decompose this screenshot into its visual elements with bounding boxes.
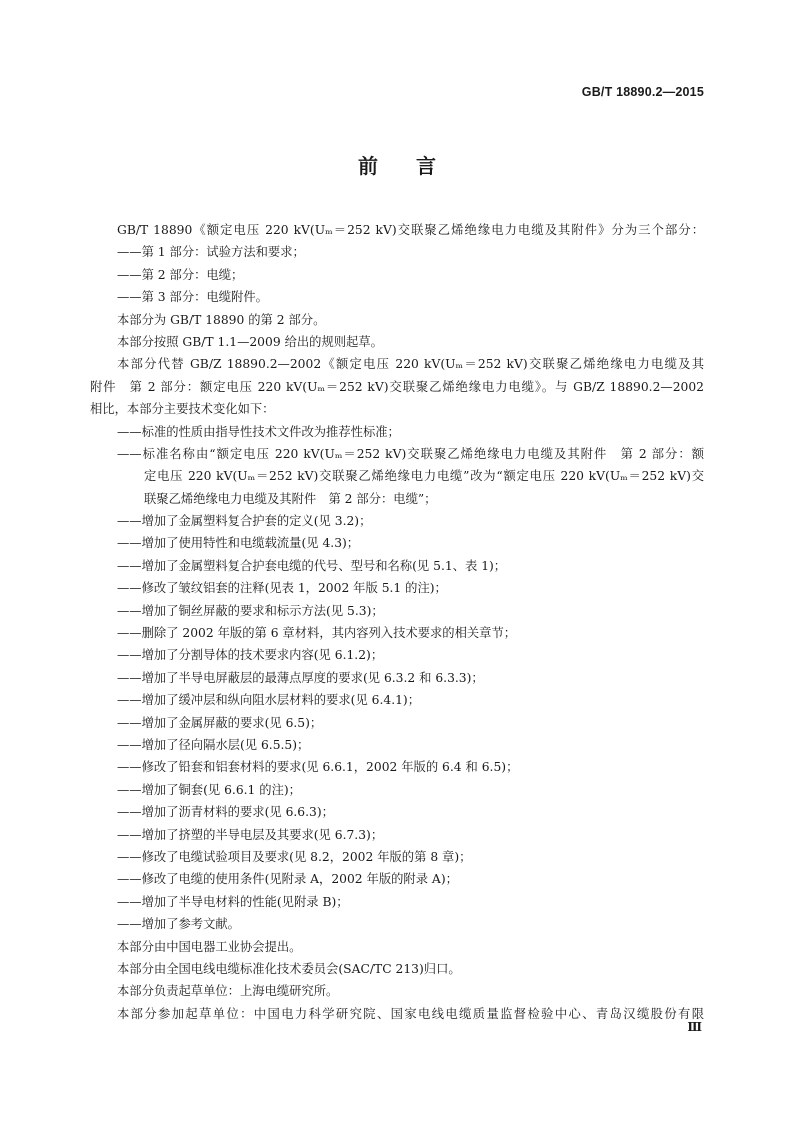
text-line: ——增加了金属塑料复合护套的定义(见 3.2)； bbox=[117, 514, 372, 529]
text-line: ——修改了电缆的使用条件(见附录 A，2002 年版的附录 A)； bbox=[117, 872, 458, 887]
foreword-body bbox=[90, 219, 704, 1025]
text-line: ——增加了使用特性和电缆载流量(见 4.3)； bbox=[117, 536, 360, 551]
text-line: ——第 3 部分：电缆附件。 bbox=[117, 290, 268, 305]
text-line: 相比，本部分主要技术变化如下： bbox=[90, 402, 275, 417]
text-line: ——标准名称由“额定电压 220 kV(Uₘ＝252 kV)交联聚乙烯绝缘电力电缆及其附件 第 2 部分：额 bbox=[117, 446, 704, 461]
text-line: ——删除了 2002 年版的第 6 章材料，其内容列入技术要求的相关章节； bbox=[117, 626, 517, 641]
page-number: Ⅲ bbox=[687, 1020, 702, 1034]
text-line: 本部分代替 GB/Z 18890.2—2002《额定电压 220 kV(Uₘ＝252 kV)交联聚乙烯绝缘电力电缆及其 bbox=[117, 357, 704, 372]
text-line: ——增加了缓冲层和纵向阻水层材料的要求(见 6.4.1)； bbox=[117, 693, 421, 708]
text-line: 本部分参加起草单位：中国电力科学研究院、国家电线电缆质量监督检验中心、青岛汉缆股份有限 bbox=[117, 1006, 704, 1021]
title-char-2: 言 bbox=[416, 154, 436, 178]
text-line: GB/T 18890《额定电压 220 kV(Uₘ＝252 kV)交联聚乙烯绝缘电力电缆及其附件》分为三个部分： bbox=[117, 223, 704, 237]
text-line: ——增加了铜套(见 6.6.1 的注)； bbox=[117, 782, 301, 797]
text-line: 本部分由全国电线电缆标准化技术委员会(SAC/TC 213)归口。 bbox=[117, 961, 461, 976]
text-line: ——修改了铅套和铝套材料的要求(见 6.6.1，2002 年版的 6.4 和 6.5)； bbox=[117, 760, 519, 775]
text-line: 联聚乙烯绝缘电力电缆及其附件 第 2 部分：电缆”； bbox=[144, 491, 437, 506]
text-line: ——修改了皱纹铝套的注释(见表 1，2002 年版 5.1 的注)； bbox=[117, 581, 447, 596]
text-line: ——增加了半导电屏蔽层的最薄点厚度的要求(见 6.3.2 和 6.3.3)； bbox=[117, 670, 484, 685]
text-line: ——增加了金属塑料复合护套电缆的代号、型号和名称(见 5.1、表 1)； bbox=[117, 558, 507, 573]
text-line: 本部分按照 GB/T 1.1—2009 给出的规则起草。 bbox=[117, 334, 383, 349]
text-line: ——标准的性质由指导性技术文件改为推荐性标准； bbox=[117, 424, 400, 439]
text-line: 本部分负责起草单位：上海电缆研究所。 bbox=[117, 984, 339, 999]
text-line: 本部分由中国电器工业协会提出。 bbox=[117, 939, 302, 954]
text-line: ——增加了径向隔水层(见 6.5.5)； bbox=[117, 737, 310, 752]
standard-code: GB/T 18890.2—2015 bbox=[581, 85, 704, 99]
text-line: ——增加了挤塑的半导电层及其要求(见 6.7.3)； bbox=[117, 827, 384, 842]
text-line: 本部分为 GB/T 18890 的第 2 部分。 bbox=[117, 312, 326, 327]
text-line: ——增加了分割导体的技术要求内容(见 6.1.2)； bbox=[117, 648, 384, 663]
text-line: 定电压 220 kV(Uₘ＝252 kV)交联聚乙烯绝缘电力电缆”改为“额定电压 220 kV(Uₘ＝252 kV)交 bbox=[144, 469, 704, 484]
page-title bbox=[0, 150, 794, 179]
text-line: ——第 2 部分：电缆； bbox=[117, 267, 244, 282]
text-line: ——增加了参考文献。 bbox=[117, 917, 240, 932]
text-line: ——第 1 部分：试验方法和要求； bbox=[117, 245, 305, 260]
text-line: ——增加了半导电材料的性能(见附录 B)； bbox=[117, 894, 349, 909]
text-line: ——增加了金属屏蔽的要求(见 6.5)； bbox=[117, 715, 323, 730]
text-line: 附件 第 2 部分：额定电压 220 kV(Uₘ＝252 kV)交联聚乙烯绝缘电力电缆》。与 GB/Z 18890.2—2002 bbox=[90, 379, 704, 394]
text-line: ——增加了铜丝屏蔽的要求和标示方法(见 5.3)； bbox=[117, 603, 384, 618]
title-char-1: 前 bbox=[358, 154, 378, 178]
text-line: ——增加了沥青材料的要求(见 6.6.3)； bbox=[117, 805, 334, 820]
text-line: ——修改了电缆试验项目及要求(见 8.2，2002 年版的第 8 章)； bbox=[117, 849, 472, 864]
